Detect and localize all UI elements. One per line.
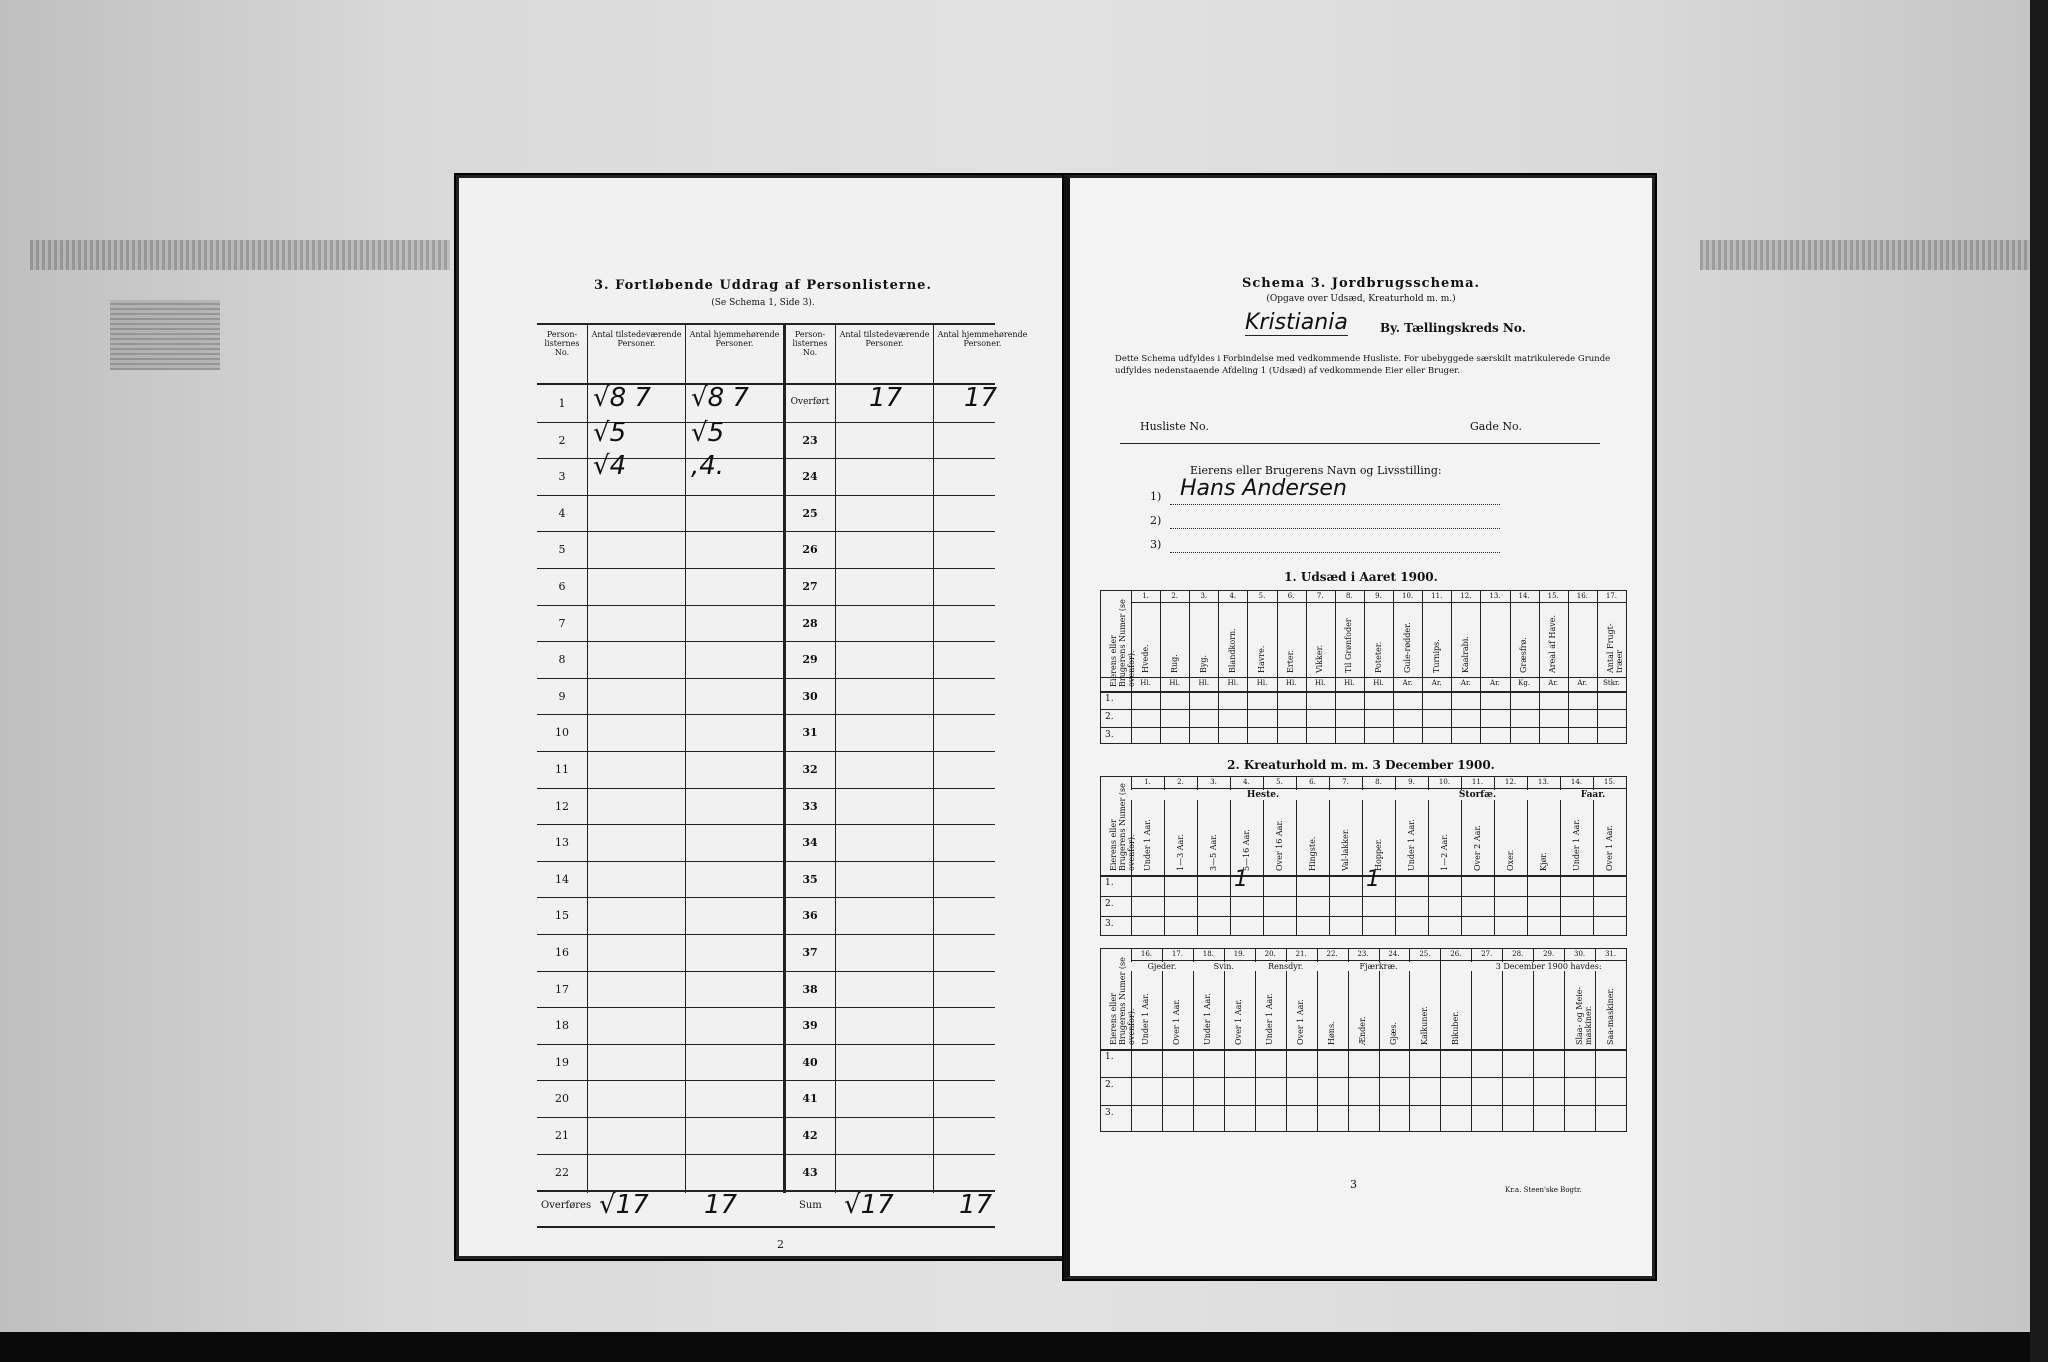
col-unit: Kg. [1518,679,1531,687]
col-rule [1626,591,1627,743]
owner-1-handwritten: Hans Andersen [1180,476,1347,501]
hw-overfort-present: 17 [869,383,903,413]
row-number: 3. [1105,1108,1114,1118]
col-label: Under 1 Aar. [1406,819,1416,871]
col-rule [1626,777,1627,935]
col-number: 5. [1276,778,1283,786]
col-header-6: Antal hjemmehørende Personer. [937,330,1028,348]
right-page-number: 3 [1350,1178,1357,1191]
col-number: 7. [1316,592,1324,600]
row-number-right: 29 [802,653,818,667]
row-rule [537,678,995,679]
col-label: Turnips. [1431,639,1441,673]
row-number-left: 10 [555,726,569,740]
row-rule [537,531,995,532]
row-number-left: 3 [558,470,566,484]
hw-r1-home: √8 7 [691,383,749,413]
col-number: 4. [1229,592,1237,600]
col-unit: Hl. [1373,679,1384,687]
row-number-right: 28 [802,616,818,630]
footer-sum-present: √17 [844,1190,894,1220]
row-number-right: 37 [802,946,818,959]
section2-title: 2. Kreaturhold m. m. 3 December 1900. [1227,758,1495,772]
row-number-left: 15 [555,909,569,923]
col-rule [1626,949,1627,1131]
footer-sum-home: 17 [959,1190,993,1220]
col-label: Antal Frugt-træer [1606,623,1625,673]
col-number: 20. [1264,950,1276,958]
row-rule [537,714,995,715]
row-number-right: 35 [802,872,818,886]
right-page [1064,175,1655,1279]
row-number-left: 13 [555,836,569,850]
col-label: 1—2 Aar. [1439,834,1449,871]
row-number-right: 30 [802,689,818,703]
hw-livestock-entry: 1 [1366,867,1380,892]
col-number: 31. [1604,950,1617,958]
row-rule [537,934,995,935]
row-header-label: Eierens eller Brugerens Numer (se ovenfor). [1109,783,1136,871]
col-number: 18. [1202,950,1214,958]
row-rule [537,861,995,862]
col-rule [1277,591,1278,743]
col-label: Under 1 Aar. [1265,993,1275,1045]
row-number-left: 11 [555,763,569,776]
city-handwritten: Kristiania [1245,310,1348,335]
row-number-right: 32 [802,763,818,776]
row-rule [537,1080,995,1081]
col-number: 29. [1543,950,1555,958]
row-rule [537,788,995,789]
scan-border-right [2030,0,2048,1362]
row-rule [537,1007,995,1008]
col-rule [1164,777,1165,935]
col-rule [1502,949,1503,1131]
col-rule [1348,949,1349,1131]
col-number: 11. [1471,778,1484,786]
row-number-left: 4 [558,506,566,520]
scan-border-bottom [0,1332,2048,1362]
row-number-left: 18 [555,1019,569,1033]
col-number: 14. [1570,778,1583,786]
col-unit: Hl. [1169,679,1180,687]
hw-r2-home: √5 [691,418,725,448]
col-number: 30. [1574,950,1586,958]
row-rule [537,605,995,606]
row-number-left: 7 [558,616,566,630]
col-label: Over 1 Aar. [1296,999,1306,1045]
col-label: Slaa- og Meie-maskiner. [1574,986,1593,1045]
right-page-subtitle: (Opgave over Udsæd, Kreaturhold m. m.) [1266,294,1456,304]
col-rule [1560,777,1561,935]
col-number: 4. [1243,778,1250,786]
col-number: 9. [1375,592,1382,600]
owner-heading: Eierens eller Brugerens Navn og Livsstilling: [1190,464,1442,477]
group-label: Heste. [1131,790,1395,800]
col-rule [1218,591,1219,743]
film-strip-left [30,240,450,270]
col-label: Over 2 Aar. [1472,825,1482,871]
instructions-text: Dette Schema udfyldes i Forbindelse med vedkommende Husliste. For ubebyggede særskilt matrikulerede Grunde udfyldes nedenstaaende Afdeling 1 (Udsæd) af vedkommende Eier eller Bruger. [1115,354,1611,376]
col-number: 15. [1603,778,1616,786]
row-number-right: 41 [802,1092,818,1106]
col-rule [1255,949,1256,1131]
col-rule [1197,777,1198,935]
col-rule [1527,777,1528,935]
group-label: Svin. [1193,962,1255,971]
col-unit: Ar. [1490,679,1500,687]
owner-label-3: 3) [1150,538,1162,551]
col-unit: Ar. [1577,679,1588,687]
row-number-right: 26 [802,543,818,557]
col-rule [1193,949,1194,1131]
row-number-left: 6 [558,580,566,593]
col-number: 7. [1342,778,1349,786]
col-header-2: Antal tilstedeværende Personer. [591,330,682,348]
col-label: Under 1 Aar. [1141,993,1151,1045]
col-number: 1. [1142,592,1149,600]
col-label: Græsfrø. [1519,637,1529,673]
col-unit: Ar. [1431,679,1442,687]
col-label: Kalkuner. [1419,1006,1429,1045]
col-unit: Hl. [1256,679,1268,687]
row-number: 3. [1105,730,1114,740]
col-rule [1329,777,1330,935]
row-rule [537,568,995,569]
col-rule [1317,949,1318,1131]
col-label: Hvede. [1140,644,1150,673]
row-number-right: 33 [802,799,818,813]
col-label: Saa-maskiner. [1605,988,1615,1045]
row-number: 1. [1105,1052,1114,1062]
col-unit: Hl. [1285,679,1297,687]
col-number: 6. [1287,592,1295,600]
left-page-number: 2 [777,1238,784,1251]
col-number: 17. [1605,592,1617,600]
row-number-right: 27 [802,580,818,593]
col-unit: Hl. [1140,679,1151,687]
section2-table [1100,776,1627,936]
group-label: Gjeder. [1131,962,1193,971]
col-rule [1461,777,1462,935]
hw-livestock-entry: 1 [1234,867,1248,892]
col-label: 5—16 Aar. [1241,829,1251,871]
col-rule [1409,949,1410,1131]
row-rule [537,751,995,752]
col-rule [1364,591,1365,743]
row-number-right: 23 [802,433,818,447]
col-number: 8. [1375,778,1382,786]
section1-title: 1. Udsæd i Aaret 1900. [1284,570,1438,584]
group-label: Storfæ. [1395,790,1560,800]
col-label: Til Grønfoder [1344,618,1354,673]
col-rule [1189,591,1190,743]
col-number: 13. [1489,592,1501,600]
col-number: 8. [1346,592,1353,600]
col-rule [1224,949,1225,1131]
col-rule [1480,591,1481,743]
film-strip-right [1700,240,2030,270]
col-rule [1395,777,1396,935]
col-label: Under 1 Aar. [1142,819,1152,871]
footer-sum-label: Sum [799,1200,822,1211]
col-rule [1451,591,1452,743]
hw-r3-home: ,4. [691,451,725,481]
stamp-mark [110,300,220,370]
row-number-right: 40 [802,1055,818,1069]
col-rule [1510,591,1511,743]
row-header-label: Eierens eller Brugerens Numer (se ovenfor). [1109,957,1136,1045]
row-rule [537,897,995,898]
col-number: 16. [1140,950,1153,958]
col-number: 24. [1388,950,1400,958]
row-number-right: 38 [802,982,818,996]
group-label: Rensdyr. [1255,962,1317,971]
col-rule [1296,777,1297,935]
col-header-1: Person-listernes No. [544,330,580,357]
row-number-left: 17 [555,982,569,996]
col-rule [1362,777,1363,935]
col-label: Høns. [1327,1021,1337,1045]
right-page-title: Schema 3. Jordbrugsschema. [1241,276,1481,291]
col-label: Rug. [1169,654,1179,673]
col-label: Under 1 Aar. [1203,993,1213,1045]
col-unit: Stkr. [1603,679,1620,687]
col-label: 3—5 Aar. [1208,834,1218,871]
row-number-left: 14 [555,872,569,886]
footer-overfores-home: 17 [704,1190,738,1220]
col-number: 19. [1233,950,1245,958]
col-rule [1263,777,1264,935]
owner-label-2: 2) [1150,514,1162,527]
col-number: 10. [1438,778,1451,786]
col-number: 27. [1481,950,1493,958]
col-number: 23. [1357,950,1369,958]
col-rule [1440,949,1441,1131]
row-number-left: 12 [555,799,569,813]
col-number: 1. [1144,778,1151,786]
col-number: 2. [1171,592,1178,600]
col-number: 13. [1537,778,1550,786]
col-rule [1393,591,1394,743]
printer-mark: Kr.a. Steen'ske Bogtr. [1505,1186,1582,1194]
col-header-4: Person-listernes No. [792,330,828,357]
col-rule [1335,591,1336,743]
col-header-3: Antal hjemmehørende Personer. [689,330,780,348]
row-number-left: 22 [555,1165,569,1179]
row-number-left: 2 [558,433,566,447]
col-rule [1539,591,1540,743]
col-label: 1—3 Aar. [1175,834,1185,871]
col-number: 11. [1431,592,1443,600]
section1-table [1100,590,1627,744]
col-rule [1160,591,1161,743]
col-rule [1379,949,1380,1131]
col-label: Ænder. [1358,1016,1368,1045]
col-number: 3. [1200,592,1208,600]
row-number-right: 25 [802,506,818,520]
col-unit: Ar. [1402,679,1413,687]
col-label: Blandkorn. [1227,628,1237,673]
col-label: Over 1 Aar. [1234,999,1244,1045]
col-unit: Ar. [1460,679,1471,687]
hw-overfort-home: 17 [964,383,998,413]
col-label: Hingste. [1307,836,1317,871]
col-number: 21. [1295,950,1307,958]
col-number: 22. [1326,950,1338,958]
col-rule [1162,949,1163,1131]
left-page [456,175,1068,1259]
row-number: 1. [1105,878,1114,888]
col-number: 2. [1177,778,1184,786]
col-rule [1564,949,1565,1131]
gade-label: Gade No. [1470,420,1522,433]
row-rule [537,971,995,972]
col-label: Vikker. [1315,644,1325,673]
row-number-left: 20 [555,1092,569,1106]
header-rule-top [537,323,995,325]
row-number: 2. [1105,898,1114,909]
col-rule [1471,949,1472,1131]
col-rule [1533,949,1534,1131]
col-header-5: Antal tilstedeværende Personer. [839,330,930,348]
row-number-right: 24 [802,470,818,484]
row-number-right: Overført [790,397,830,407]
col-number: 28. [1512,950,1524,958]
row-number-right: 42 [802,1129,818,1142]
section3-table [1100,948,1627,1132]
footer-overfores-label: Overføres [541,1200,592,1211]
col-label: Oxer. [1505,849,1515,871]
col-rule [1230,777,1231,935]
row-rule [537,824,995,825]
col-rule [1597,591,1598,743]
row-number-right: 36 [802,909,818,923]
hw-r2-present: √5 [593,418,627,448]
row-header-label: Eierens eller Brugerens Numer (se ovenfor). [1109,599,1136,687]
col-label: Gjæs. [1388,1021,1398,1045]
col-unit: Hl. [1227,679,1239,687]
col-label: Erter. [1286,649,1296,673]
col-number: 6. [1309,778,1316,786]
col-rule [1593,777,1594,935]
col-number: 10. [1402,592,1414,600]
row-rule [537,1044,995,1045]
row-number-left: 19 [555,1055,569,1069]
row-number: 3. [1105,919,1114,930]
col-label: Bikuber. [1450,1011,1460,1045]
col-number: 26. [1450,950,1462,958]
col-number: 14. [1518,592,1530,600]
husliste-label: Husliste No. [1140,420,1209,433]
row-number-left: 16 [555,946,569,959]
row-number-right: 34 [802,836,818,850]
row-rule [537,1154,995,1155]
col-label: Hopper. [1373,838,1383,871]
col-rule [1428,777,1429,935]
col-label: Over 1 Aar. [1172,999,1182,1045]
col-label: Byg. [1198,654,1208,673]
left-page-title: 3. Fortløbende Uddrag af Personlisterne. [594,278,932,293]
col-label: Havre. [1257,645,1267,673]
col-number: 5. [1258,592,1266,600]
row-rule [537,1117,995,1118]
col-label: Under 1 Aar. [1571,819,1581,871]
col-label: Gule-rødder. [1402,622,1412,673]
left-page-subtitle: (Se Schema 1, Side 3). [711,298,815,308]
row-number: 2. [1105,712,1114,722]
row-rule [537,495,995,496]
col-label: Poteter. [1373,641,1383,673]
row-number-right: 39 [802,1019,818,1033]
row-number-left: 1 [558,397,566,410]
row-number-left: 8 [558,653,566,667]
col-rule [1568,591,1569,743]
col-label: Kaalrabi. [1460,636,1470,673]
hw-r1-present: √8 7 [593,383,651,413]
row-number-left: 5 [558,543,566,557]
col-rule [1306,591,1307,743]
col-number: 25. [1419,950,1431,958]
col-number: 3. [1210,778,1217,786]
col-rule [1494,777,1495,935]
col-unit: Hl. [1198,679,1210,687]
col-number: 16. [1576,592,1588,600]
col-unit: Hl. [1314,679,1326,687]
row-number-left: 9 [558,689,566,703]
hw-r3-present: √4 [593,451,627,481]
group-label: 3 December 1900 havdes: [1471,962,1626,971]
col-rule [1247,591,1248,743]
row-number: 2. [1105,1080,1114,1090]
col-label: Over 1 Aar. [1604,825,1614,871]
footer-overfores-present: √17 [599,1190,649,1220]
row-number-right: 43 [802,1165,818,1179]
col-label: Areal af Have. [1548,614,1558,673]
row-rule [537,641,995,642]
col-rule [1286,949,1287,1131]
col-unit: Hl. [1344,679,1355,687]
col-label: Val-lakker. [1340,828,1350,871]
row-number: 1. [1105,694,1114,704]
col-rule [1595,949,1596,1131]
group-label: Faar. [1560,790,1626,800]
row-number-left: 21 [555,1129,569,1142]
col-number: 17. [1171,950,1183,958]
city-suffix: By. Tællingskreds No. [1380,321,1526,335]
col-rule [1422,591,1423,743]
group-label: Fjærkræ. [1317,962,1441,971]
col-unit: Ar. [1548,679,1559,687]
owner-label-1: 1) [1150,490,1162,503]
col-number: 9. [1408,778,1415,786]
col-number: 12. [1460,592,1472,600]
row-number-right: 31 [802,726,818,740]
col-number: 15. [1547,592,1559,600]
col-label: Kjør. [1538,852,1548,871]
col-label: Over 16 Aar. [1274,820,1284,871]
col-number: 12. [1504,778,1517,786]
